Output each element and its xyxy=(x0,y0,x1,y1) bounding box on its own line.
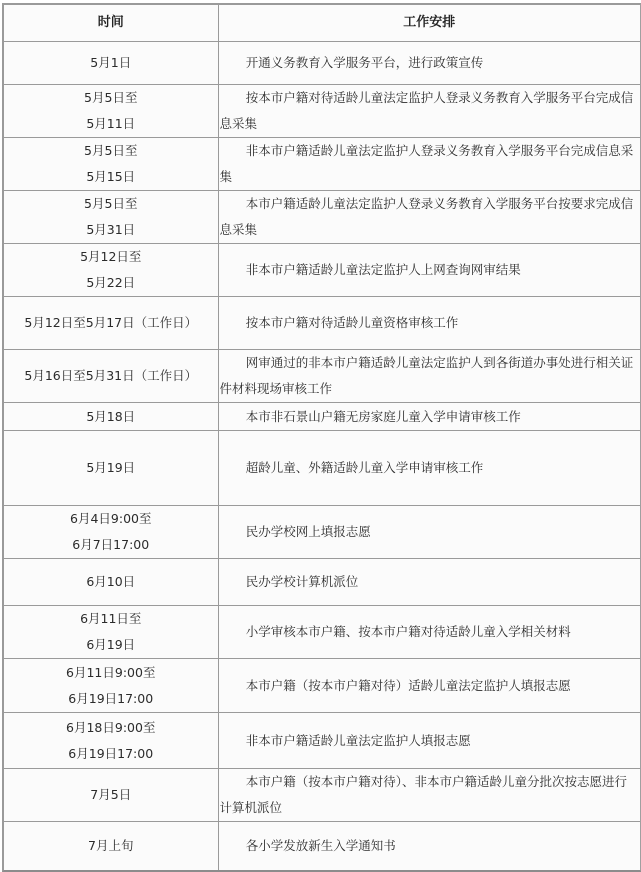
task-cell: 网审通过的非本市户籍适龄儿童法定监护人到各街道办事处进行相关证件材料现场审核工作 xyxy=(218,350,640,403)
task-cell: 超龄儿童、外籍适龄儿童入学申请审核工作 xyxy=(218,431,640,506)
time-cell: 6月10日 xyxy=(4,559,218,606)
time-cell: 5月12日至 5月22日 xyxy=(4,244,218,297)
task-cell: 民办学校计算机派位 xyxy=(218,559,640,606)
table-row xyxy=(4,431,640,506)
task-cell: 各小学发放新生入学通知书 xyxy=(218,822,640,870)
time-cell: 5月1日 xyxy=(4,42,218,85)
time-cell: 5月16日至5月31日（工作日） xyxy=(4,350,218,403)
time-cell: 7月上旬 xyxy=(4,822,218,870)
table-row xyxy=(4,191,640,244)
table-row xyxy=(4,85,640,138)
table-row xyxy=(4,606,640,659)
time-cell: 6月11日至 6月19日 xyxy=(4,606,218,659)
task-cell: 非本市户籍适龄儿童法定监护人填报志愿 xyxy=(218,713,640,769)
table-row xyxy=(4,506,640,559)
time-cell: 5月5日至 5月31日 xyxy=(4,191,218,244)
task-cell: 本市户籍（按本市户籍对待）适龄儿童法定监护人填报志愿 xyxy=(218,659,640,713)
task-cell: 按本市户籍对待适龄儿童资格审核工作 xyxy=(218,297,640,350)
table-row xyxy=(4,403,640,431)
time-cell: 6月11日9:00至 6月19日17:00 xyxy=(4,659,218,713)
time-cell: 5月19日 xyxy=(4,431,218,506)
table-row xyxy=(4,769,640,822)
header-task: 工作安排 xyxy=(218,5,640,42)
task-cell: 本市户籍适龄儿童法定监护人登录义务教育入学服务平台按要求完成信息采集 xyxy=(218,191,640,244)
time-cell: 5月5日至 5月11日 xyxy=(4,85,218,138)
time-cell: 5月18日 xyxy=(4,403,218,431)
table-row xyxy=(4,822,640,870)
table-header-row xyxy=(4,5,640,42)
task-cell: 小学审核本市户籍、按本市户籍对待适龄儿童入学相关材料 xyxy=(218,606,640,659)
enrollment-schedule-table xyxy=(4,5,640,870)
table-row xyxy=(4,559,640,606)
task-cell: 民办学校网上填报志愿 xyxy=(218,506,640,559)
time-cell: 7月5日 xyxy=(4,769,218,822)
task-cell: 非本市户籍适龄儿童法定监护人上网查询网审结果 xyxy=(218,244,640,297)
time-cell: 5月12日至5月17日（工作日） xyxy=(4,297,218,350)
header-time: 时间 xyxy=(4,5,218,42)
task-cell: 按本市户籍对待适龄儿童法定监护人登录义务教育入学服务平台完成信息采集 xyxy=(218,85,640,138)
time-cell: 6月4日9:00至 6月7日17:00 xyxy=(4,506,218,559)
table-row xyxy=(4,138,640,191)
time-cell: 5月5日至 5月15日 xyxy=(4,138,218,191)
table-row xyxy=(4,713,640,769)
task-cell: 本市非石景山户籍无房家庭儿童入学申请审核工作 xyxy=(218,403,640,431)
table-row xyxy=(4,244,640,297)
task-cell: 非本市户籍适龄儿童法定监护人登录义务教育入学服务平台完成信息采集 xyxy=(218,138,640,191)
enrollment-schedule-table-container xyxy=(2,3,641,872)
table-row xyxy=(4,297,640,350)
task-cell: 开通义务教育入学服务平台，进行政策宣传 xyxy=(218,42,640,85)
table-row xyxy=(4,42,640,85)
table-row xyxy=(4,350,640,403)
time-cell: 6月18日9:00至 6月19日17:00 xyxy=(4,713,218,769)
table-row xyxy=(4,659,640,713)
task-cell: 本市户籍（按本市户籍对待）、非本市户籍适龄儿童分批次按志愿进行计算机派位 xyxy=(218,769,640,822)
